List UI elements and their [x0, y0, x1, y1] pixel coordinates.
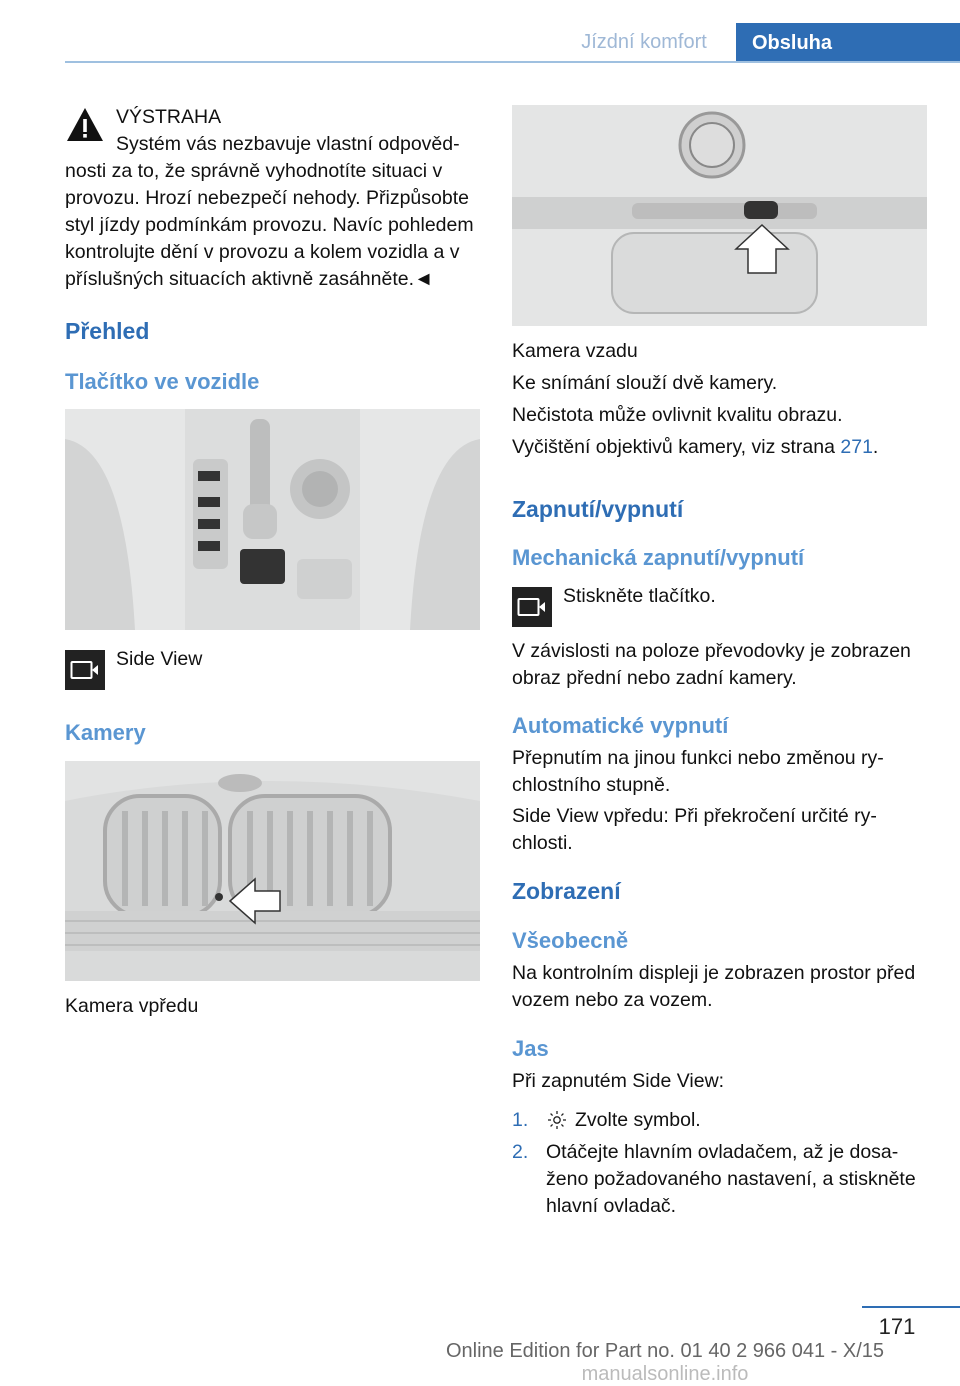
camera-button-icon-2 [512, 587, 552, 627]
para-two-cameras: Ke snímání slouží dvě kamery. [512, 372, 778, 394]
step-2-line-3: hlavní ovladač. [546, 1195, 677, 1217]
heading-zapnuti: Zapnutí/vypnutí [512, 496, 684, 522]
step-1-text: Zvolte symbol. [575, 1109, 701, 1131]
step-2-line-1: Otáčejte hlavním ovladačem, až je dosa‐ [546, 1141, 899, 1163]
heading-mechanicka: Mechanická zapnutí/vypnutí [512, 545, 805, 570]
front-camera-photo [65, 761, 480, 981]
para-cleaning-text: Vyčištění objektivů kamery, viz strana [512, 436, 841, 458]
heading-kamery: Kamery [65, 720, 146, 745]
caption-rear-camera: Kamera vzadu [512, 340, 638, 362]
footer-edition [430, 1340, 900, 1386]
para-display-line-2: vozem nebo za vozem. [512, 989, 713, 1011]
para-cleaning-end: . [872, 436, 879, 458]
para-switch-line-1: Přepnutím na jinou funkci nebo změnou ry‐ [512, 747, 884, 769]
footer-edition-text: Online Edition for Part no. 01 40 2 966 041 - X/15 [445, 1340, 885, 1362]
caption-front-camera: Kamera vpředu [65, 995, 199, 1017]
footer-watermark: manualsonline.info [581, 1363, 749, 1385]
para-sideview-line-1: Side View vpředu: Při překročení určité ry‐ [512, 805, 877, 827]
para-display-line-1: Na kontrolním displeji je zobrazen prostor před [512, 962, 916, 984]
warning-line-3: provozu. Hrozí nebezpečí nehody. Přizpůsobte [65, 187, 469, 209]
warning-line-2: nosti za to, že správně vyhodnotíte situaci v [65, 160, 443, 182]
camera-button-icon [65, 650, 105, 690]
console-photo [65, 409, 480, 630]
heading-prehled: Přehled [65, 318, 150, 344]
step-2-line-2: ženo požadovaného nastavení, a stiskněte [546, 1168, 916, 1190]
footer-divider [862, 1306, 960, 1308]
side-view-label: Side View [116, 648, 203, 670]
rear-camera-photo [512, 105, 927, 326]
heading-jas: Jas [512, 1036, 549, 1061]
heading-tlacitko: Tlačítko ve vozidle [65, 369, 260, 394]
warning-line-1: Systém vás nezbavuje vlastní odpověd‐ [116, 133, 460, 155]
header-divider [65, 61, 960, 63]
header-section-tab: Jízdní komfort [581, 30, 707, 53]
heading-automaticke: Automatické vypnutí [512, 713, 729, 738]
page-number: 171 [878, 1314, 916, 1339]
warning-triangle-icon [65, 106, 105, 144]
header-chapter-tab: Obsluha [736, 23, 960, 63]
warning-title: VÝSTRAHA [116, 106, 222, 128]
step-2-number: 2. [512, 1141, 529, 1163]
press-button-text: Stiskněte tlačítko. [563, 585, 716, 607]
warning-line-4: styl jízdy podmínkám provozu. Navíc pohledem [65, 214, 474, 236]
warning-line-5: kontrolujte dění v provozu a kolem vozidla a v [65, 241, 460, 263]
page-link-271[interactable]: 271 [840, 436, 873, 458]
brightness-sun-icon [547, 1110, 567, 1130]
para-gear-line-1: V závislosti na poloze převodovky je zobrazen [512, 640, 911, 662]
para-dirt: Nečistota může ovlivnit kvalitu obrazu. [512, 404, 843, 426]
para-gear-line-2: obraz přední nebo zadní kamery. [512, 667, 797, 689]
heading-zobrazeni: Zobrazení [512, 878, 621, 904]
heading-vseobecne: Všeobecně [512, 928, 629, 953]
para-switch-line-2: chlostního stupně. [512, 774, 671, 796]
para-sideview-line-2: chlosti. [512, 832, 573, 854]
step-1-number: 1. [512, 1109, 529, 1131]
para-cleaning [512, 434, 878, 461]
warning-line-6: příslušných situacích aktivně zasáhněte.◄ [65, 268, 434, 290]
para-sideview-on: Při zapnutém Side View: [512, 1070, 725, 1092]
